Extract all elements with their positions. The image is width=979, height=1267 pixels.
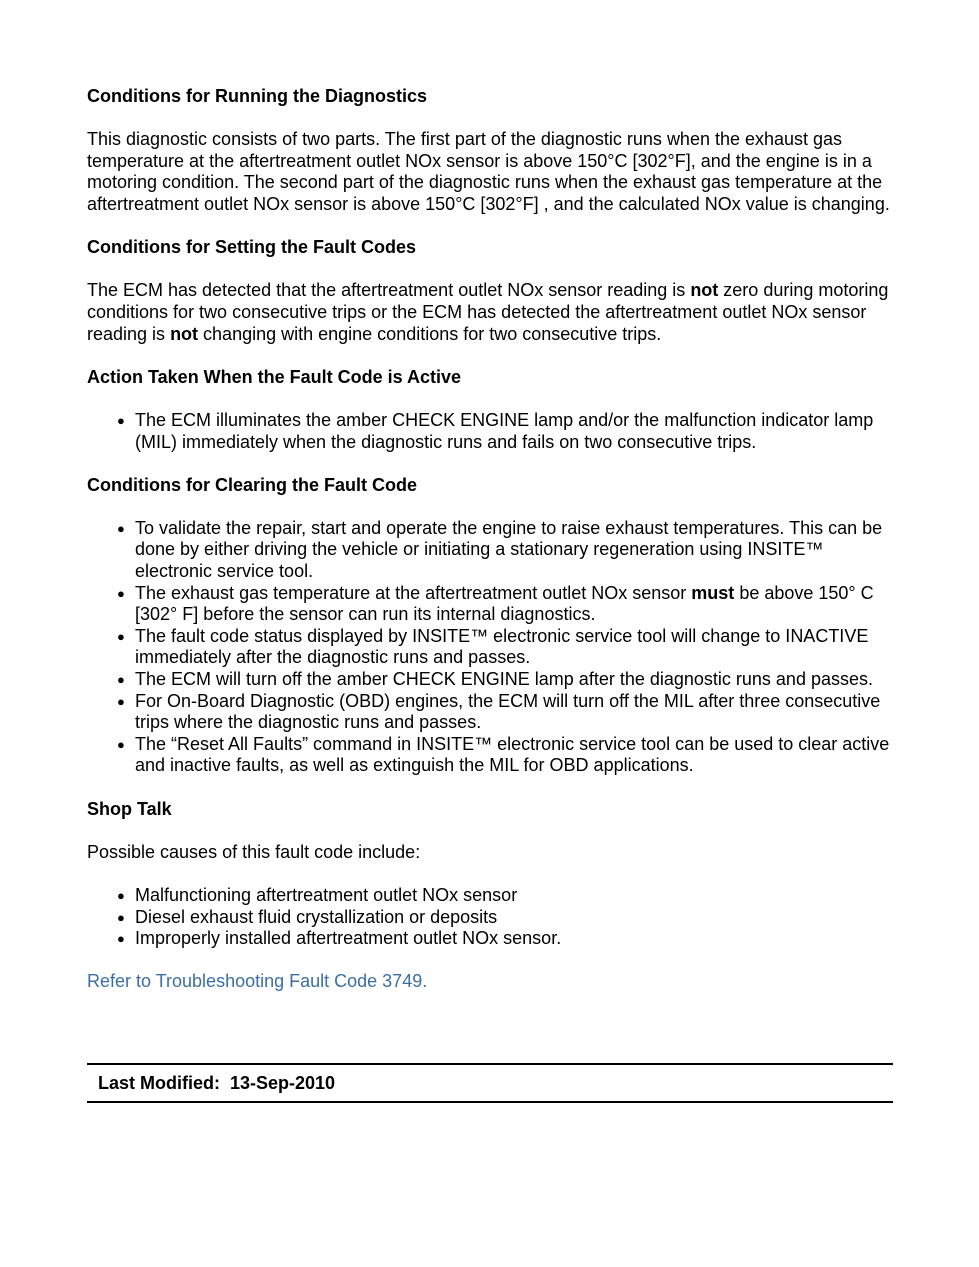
list-item-text: The ECM illuminates the amber CHECK ENGINE lamp and/or the malfunction indicator lamp (MIL) immediately when the diagnostic runs and fails on two consecutive trips. <box>135 409 874 452</box>
list-item <box>117 884 895 907</box>
list-item <box>117 409 895 453</box>
paragraph-conditions-setting <box>87 280 895 345</box>
troubleshooting-link[interactable]: Refer to Troubleshooting Fault Code 3749. <box>87 971 428 992</box>
list-item <box>117 517 895 583</box>
bullet-icon: ● <box>117 585 125 601</box>
bullet-icon: ● <box>117 520 125 536</box>
heading-conditions-running: Conditions for Running the Diagnostics <box>87 86 427 106</box>
bullet-icon: ● <box>117 909 125 925</box>
bullet-icon: ● <box>117 931 125 947</box>
emphasis-must: must <box>691 582 735 603</box>
heading-action-taken: Action Taken When the Fault Code is Active <box>87 366 462 387</box>
list-item <box>117 582 895 626</box>
bullet-icon: ● <box>117 672 125 688</box>
bullet-icon: ● <box>117 693 125 709</box>
list-item <box>117 690 895 734</box>
heading-conditions-setting: Conditions for Setting the Fault Codes <box>87 237 416 258</box>
bullet-icon: ● <box>117 412 125 428</box>
list-item-text: The “Reset All Faults” command in INSITE™ electronic service tool can be used to clear active and inactive faults, as well as extinguish the MIL for OBD applications. <box>135 733 890 776</box>
footer-bar <box>87 1063 893 1103</box>
list-item-text: The fault code status displayed by INSITE™ electronic service tool will change to INACTIVE immediately after the diagnostic runs and passes. <box>135 625 869 668</box>
heading-clearing-fault: Conditions for Clearing the Fault Code <box>87 474 417 495</box>
list-item-text: Diesel exhaust fluid crystallization or deposits <box>135 906 498 927</box>
list-item-text: Malfunctioning aftertreatment outlet NOx sensor <box>135 884 518 905</box>
bullet-icon: ● <box>117 736 125 752</box>
clearing-fault-list <box>87 518 895 777</box>
text-segment: The ECM has detected that the aftertreatment outlet NOx sensor reading is <box>87 280 691 301</box>
bullet-icon: ● <box>117 887 125 903</box>
possible-causes-list <box>87 885 895 950</box>
action-taken-list <box>87 410 895 453</box>
list-item <box>117 625 895 669</box>
paragraph-conditions-running: This diagnostic consists of two parts. The first part of the diagnostic runs when the exhaust gas temperature at the aftertreatment outlet NOx sensor is above 150°C [302°F], and the engine is in a motoring condition. The second part of the diagnostic runs when the exhaust gas temperature at the aftertreatment outlet NOx sensor is above 150°C [302°F] , and the calculated NOx value is changing. <box>87 129 890 214</box>
list-item <box>117 928 895 950</box>
list-item-text: Improperly installed aftertreatment outlet NOx sensor. <box>135 928 562 949</box>
paragraph-shop-talk: Possible causes of this fault code include: <box>87 841 421 862</box>
heading-shop-talk: Shop Talk <box>87 798 172 819</box>
text-segment: zero during motoring conditions for two consecutive trips or the ECM has detected the aftertreatment outlet NOx sensor reading is <box>87 280 889 344</box>
bullet-icon: ● <box>117 628 125 644</box>
document-content <box>87 86 895 993</box>
list-item <box>117 669 895 691</box>
list-item-text: To validate the repair, start and operate the engine to raise exhaust temperatures. This can be done by either driving the vehicle or initiating a stationary regeneration using INSITE™ electronic service tool. <box>135 517 883 582</box>
list-item <box>117 906 895 929</box>
list-item-text: For On-Board Diagnostic (OBD) engines, the ECM will turn off the MIL after three consecutive trips where the diagnostic runs and passes. <box>135 690 881 733</box>
text-segment: changing with engine conditions for two consecutive trips. <box>198 323 662 344</box>
list-item-text: The exhaust gas temperature at the aftertreatment outlet NOx sensor <box>135 582 692 603</box>
list-item-text: be above 150° C [302° F] before the sensor can run its internal diagnostics. <box>135 582 874 625</box>
emphasis-not: not <box>170 323 199 344</box>
last-modified-text: Last Modified: 13-Sep-2010 <box>98 1073 336 1093</box>
list-item <box>117 733 895 777</box>
list-item-text: The ECM will turn off the amber CHECK ENGINE lamp after the diagnostic runs and passes. <box>135 669 873 690</box>
emphasis-not: not <box>690 280 719 301</box>
